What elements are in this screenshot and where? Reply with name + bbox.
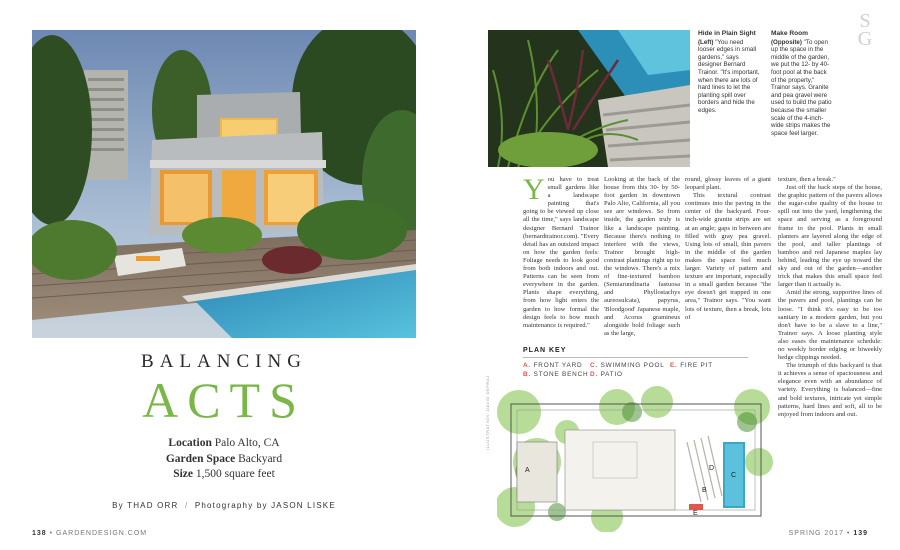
caption-make-room: Make Room (Opposite) "To open up the space in the middle of the garden, we put the 12- by 40-foot pool at the back of the property," Trainor says. Granite and pea gravel were used to build the patio because the smaller scale of the 4-inch-wide strips makes the space feel larger. <box>771 30 832 137</box>
byline-writer: By THAD ORR <box>112 501 179 510</box>
caption-hide-in-plain-sight: Hide in Plain Sight (Left) "You need looser edges in small gardens," says designer Bernard Trainor. "It's important, when there are lots of hard lines to let the planting spill over borders and hide the edges. <box>698 30 760 114</box>
plan-key-item-d: D. PATIO <box>590 371 623 378</box>
plan-key-item-b: B. STONE BENCH <box>523 371 589 378</box>
plan-key-item-c: C. SWIMMING POOL <box>590 362 665 369</box>
issue-label: SPRING 2017 <box>788 530 844 537</box>
plan-label-e: E <box>693 510 698 517</box>
plan-key-item-a: A. FRONT YARD <box>523 362 583 369</box>
plan-label-b: B <box>702 487 707 494</box>
body-column-4 <box>778 176 882 419</box>
paragraph: Just off the back steps of the house, the graphic pattern of the pavers allows the sugar-cube quality of the house to spill out into the yard, lengthening the space and serving as a foreground frame to the pool. Plants in small planters are layered along the edge of the pool, and taller plantings of bamboo and red Japanese maples lay behind, leading the eye up toward the sky and out of the garden—another trick that makes this small space feel larger than it actually is. <box>778 184 882 289</box>
plan-label-c: C <box>731 472 737 479</box>
fact-size: Size 1,500 square feet <box>173 468 275 480</box>
garden-facts <box>32 436 416 483</box>
fact-location: Location Palo Alto, CA <box>168 437 280 449</box>
paragraph: ou have to treat small gardens like a landscape painting that's going to be viewed up close all the time," says landscape designer Bernard Trainor (bernardtrainor.com). "Every detail has an outsized impact on how the garden feels: Foliage needs to look good from both indoors and out. Patterns can be seen from everywhere in the garden. Plants shape everything, from how light enters the garden to how formal the design feels to how much maintenance is required." <box>523 176 599 329</box>
plan-key-item-e: E. FIRE PIT <box>670 362 713 369</box>
plan-label-d: D <box>709 465 715 472</box>
folio-left: 138 • GARDENDESIGN.COM <box>32 530 148 537</box>
paragraph: The triumph of this backyard is that it achieves a sense of spaciousness and elegance even with an abundance of variety. Everything is balanced—fine and bold textures, intricate yet simple patterns, hard lines and soft, all to be enjoyed from indoors and out. <box>778 362 882 418</box>
body-column-1 <box>523 173 599 330</box>
byline-photographer: Photography by JASON LISKE <box>194 501 336 510</box>
paragraph: round, glossy leaves of a giant leopard plant. <box>685 176 771 192</box>
page-number-right: 139 <box>853 530 868 537</box>
plan-key-divider <box>523 357 748 358</box>
fact-garden-space: Garden Space Backyard <box>165 452 283 465</box>
body-column-3 <box>685 176 771 322</box>
paragraph: This textural contrast continues into the paving in the center of the backyard. Four-inch-wide granite strips are set at an angle; gaps in between are filled with gray pea gravel. Using lots of small, thin pavers in the middle of the garden makes the space feel much larger. Variety of pattern and texture are important, especially in a small garden because "the eye doesn't get trapped in one area," Trainor says. "You want lots of texture, then a break, lots of <box>685 192 771 321</box>
garden-plan-illustration <box>497 382 773 532</box>
planting-detail-photo <box>488 30 690 167</box>
illustration-credit: ILLUSTRATION: DAVID DEFRAJ <box>485 375 490 450</box>
article-title-top: BALANCING <box>141 351 307 372</box>
body-column-2 <box>604 176 680 338</box>
page-number-left: 138 <box>32 530 47 537</box>
paragraph: texture, then a break." <box>778 176 836 183</box>
folio-right: SPRING 2017 • 139 <box>788 530 868 537</box>
paragraph: Amid the strong, supportive lines of the pavers and pool, plantings can be loose. "I think it's easy to be too sanitary in a modern garden, but you don't have to be a slave to a line," Trainor says. A loose planting style also eases the maintenance schedule: no weekly border edging or biweekly hedge clippings needed. <box>778 289 882 362</box>
drop-cap: Y <box>523 173 545 206</box>
article-title-main: ACTS <box>142 372 306 428</box>
byline <box>32 501 416 510</box>
plan-label-a: A <box>525 467 530 474</box>
paragraph: Looking at the back of the house from this 30- by 50-foot garden in downtown Palo Alto, California, all you see are windows. So from inside, the garden truly is like a landscape painting. Because there's nothing to interfere with the views, Trainor brought high-contrast plantings right up to the windows. There's a mix of fine-textured bamboo (Semiarundinaria fastuosa and Phyllostachys aureosulcata), papyrus, 'Bloodgood' Japanese maple, and Acorus gramineus alongside bold foliage such as the large, <box>604 176 680 337</box>
plan-key-title: PLAN KEY <box>523 347 567 354</box>
hero-house-photo <box>32 30 416 338</box>
magazine-logo: S G <box>857 10 873 50</box>
byline-separator: / <box>184 501 189 510</box>
website-label: GARDENDESIGN.COM <box>56 530 148 537</box>
